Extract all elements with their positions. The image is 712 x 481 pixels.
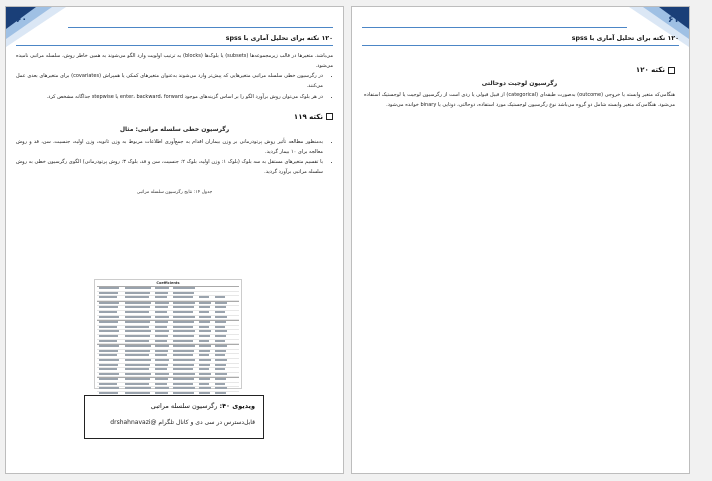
table-cell	[155, 383, 167, 385]
table-cell	[199, 330, 211, 332]
table-cell	[125, 340, 149, 342]
table-cell	[125, 392, 150, 394]
table-cell	[99, 302, 119, 304]
table-cell	[125, 311, 149, 313]
video-label: ویدیوی ۴۰:	[219, 402, 255, 410]
table-cell	[125, 359, 151, 361]
checkbox-square-icon	[326, 113, 333, 120]
page-number: ۶۱	[668, 15, 679, 25]
table-cell	[125, 378, 150, 380]
table-cell	[199, 368, 209, 370]
table-cell	[215, 316, 227, 318]
table-cell	[99, 321, 118, 323]
table-cell	[173, 378, 194, 380]
checkbox-square-icon	[668, 67, 675, 74]
table-cell	[99, 306, 118, 308]
table-cell	[173, 345, 195, 347]
table-cell	[215, 345, 227, 347]
table-cell	[215, 350, 226, 352]
table-cell	[125, 292, 150, 294]
table-cell	[199, 311, 209, 313]
table-cell	[215, 326, 225, 328]
table-cell	[99, 383, 117, 385]
header-underline	[16, 45, 333, 46]
table-cell	[215, 306, 226, 308]
section-subheading: رگرسیون خطی سلسله مراتبی: مثال	[119, 126, 230, 134]
table-caption: جدول ۱۴: نتایج رگرسیون سلسله مراتبی	[136, 189, 213, 195]
table-cell	[155, 330, 169, 332]
table-cell	[173, 316, 195, 318]
bullet-list-top	[16, 72, 333, 102]
table-cell	[215, 311, 225, 313]
table-cell	[155, 350, 168, 352]
table-cell	[173, 335, 194, 337]
table-cell	[173, 373, 195, 375]
table-cell	[215, 340, 225, 342]
table-cell	[199, 316, 211, 318]
page-body	[364, 52, 675, 112]
table-cell	[199, 306, 210, 308]
table-cell	[125, 296, 149, 298]
table-cell	[155, 345, 169, 347]
table-cell	[215, 387, 227, 389]
table-cell	[99, 387, 119, 389]
section-heading	[16, 113, 333, 123]
table-cell	[215, 378, 226, 380]
body-paragraph: هنگامی‌که متغیر وابسته یا خروجی (outcome) به‌صورت طبقه‌ای (categorical) از قبیل قبولی یا ردی است از رگرسیون لوجیت یا لوجستیک استفاده می‌شود. هنگامی‌که متغیر وابسته شامل دو گروه می‌باشد نوع رگرسیون لوجستیک مورد استفاده، دوحالتی، دوتایی یا binary خوانده می‌شود.	[364, 92, 675, 109]
intro-paragraph: می‌باشد. متغیرها در قالب زیرمجموعه‌ها (subsets) یا بلوک‌ها (blocks) به ترتیب اولویت وارد الگو می‌شوند به همین خاطر روش، سلسله مراتبی نامیده می‌شود.	[16, 53, 333, 69]
table-cell	[99, 392, 118, 394]
table-cell	[125, 368, 149, 370]
table-cell	[199, 302, 211, 304]
table-cell	[173, 296, 193, 298]
table-cell	[173, 387, 195, 389]
table-cell	[99, 368, 117, 370]
table-cell	[155, 296, 167, 298]
coefficients-table-image	[94, 279, 242, 389]
running-head: ۱۲۰ نکته برای تحلیل آماری با spss	[225, 35, 333, 42]
table-cell	[99, 292, 118, 294]
table-cell	[199, 340, 209, 342]
table-cell	[173, 340, 193, 342]
header-rule	[362, 27, 627, 28]
table-cell	[125, 326, 149, 328]
table-cell	[199, 392, 210, 394]
section-heading	[364, 66, 675, 76]
table-cell	[215, 392, 226, 394]
table-cell	[215, 330, 227, 332]
page-number: ۶۰	[16, 15, 27, 25]
table-cell	[99, 378, 118, 380]
table-cell	[173, 364, 194, 366]
table-cell	[215, 364, 226, 366]
table-cell	[173, 350, 194, 352]
table-cell	[99, 373, 119, 375]
table-cell	[125, 354, 149, 356]
table-cell	[199, 364, 210, 366]
list-item: • در رگرسیون خطی سلسله مراتبی متغیرهایی که پیش‌تر وارد می‌شوند به‌عنوان متغیرهای کمکی یا همپراش (covariates) برای متغیرهای بعدی عمل می‌کنند.	[16, 72, 323, 91]
table-cell	[155, 292, 168, 294]
table-cell	[215, 359, 227, 361]
table-cell	[125, 387, 151, 389]
table-cell	[215, 373, 227, 375]
table-cell	[215, 354, 225, 356]
table-cell	[125, 287, 151, 289]
table-cell	[173, 326, 193, 328]
table-cell	[215, 368, 225, 370]
bullet-list-bottom	[16, 138, 333, 178]
table-cell	[125, 316, 151, 318]
table-cell	[215, 335, 226, 337]
table-cell	[125, 345, 151, 347]
table-cell	[199, 350, 210, 352]
table-cell	[173, 292, 194, 294]
table-cell	[173, 306, 194, 308]
section-heading-label: نکته ۱۲۰	[635, 66, 665, 74]
table-cell	[125, 383, 149, 385]
table-cell	[199, 383, 209, 385]
table-cell	[215, 383, 225, 385]
table-cell	[99, 345, 119, 347]
table-cell	[173, 359, 195, 361]
header-rule	[68, 27, 333, 28]
video-box	[84, 395, 264, 439]
table-cell	[199, 387, 211, 389]
table-cell	[155, 340, 167, 342]
table-cell	[99, 326, 117, 328]
table-cell	[99, 335, 118, 337]
table-cell	[173, 302, 195, 304]
table-cell	[199, 345, 211, 347]
running-head: ۱۲۰ نکته برای تحلیل آماری با spss	[571, 35, 679, 42]
list-item: • با تقسیم متغیرهای مستقل به سه بلوک (بلوک ۱: وزن اولیه، بلوک ۲: جنسیت، سن و قد، بلوک ۳: روش پرتودرمانی) الگوی رگرسیون خطی به روش سلسله مراتبی برآورد گردید.	[16, 158, 323, 177]
table-cell	[125, 335, 150, 337]
table-grid	[97, 286, 239, 401]
table-cell	[155, 387, 169, 389]
page-61	[351, 6, 690, 474]
table-cell	[155, 287, 169, 289]
table-cell	[125, 373, 151, 375]
table-cell	[155, 321, 168, 323]
table-cell	[199, 326, 209, 328]
table-cell	[99, 354, 117, 356]
table-cell	[215, 302, 227, 304]
table-cell	[155, 392, 168, 394]
table-cell	[155, 364, 168, 366]
video-title	[93, 402, 255, 410]
table-cell	[125, 321, 150, 323]
table-cell	[155, 316, 169, 318]
table-cell	[199, 373, 211, 375]
table-cell	[99, 311, 117, 313]
table-cell	[173, 383, 193, 385]
page-60	[5, 6, 344, 474]
table-cell	[125, 350, 150, 352]
table-cell	[155, 302, 169, 304]
table-cell	[199, 378, 210, 380]
table-cell	[199, 321, 210, 323]
table-cell	[199, 359, 211, 361]
table-cell	[125, 330, 151, 332]
table-cell	[173, 287, 195, 289]
table-cell	[155, 326, 167, 328]
table-cell	[155, 359, 169, 361]
table-cell	[173, 392, 194, 394]
table-cell	[99, 364, 118, 366]
table-cell	[125, 302, 151, 304]
section-subheading: رگرسیون لوجیت دوحالتی	[481, 79, 558, 87]
table-cell	[125, 306, 150, 308]
header-underline	[362, 45, 679, 46]
table-cell	[155, 335, 168, 337]
table-cell	[155, 378, 168, 380]
page-body	[16, 52, 333, 205]
table-cell	[99, 287, 119, 289]
table-cell	[199, 354, 209, 356]
table-cell	[199, 335, 210, 337]
table-cell	[155, 306, 168, 308]
table-cell	[155, 373, 169, 375]
list-item: • در هر بلوک می‌توان روش برآورد الگو را بر اساس گزینه‌های موجود enter، backward، forward یا stepwise جداگانه مشخص کرد.	[16, 93, 323, 103]
table-cell	[199, 296, 209, 298]
list-item: • به‌منظور مطالعه تأثیر روش پرتودرمانی بر وزن بیماران اقدام به جمع‌آوری اطلاعات مربوط به وزن ثانویه، وزن اولیه، جنسیت، سن، قد و روش معالجه برای ۱۰ بیمار گردید.	[16, 138, 323, 157]
section-heading-label: نکته ۱۱۹	[293, 112, 323, 121]
table-cell	[99, 296, 117, 298]
table-cell	[99, 316, 119, 318]
table-cell	[173, 368, 193, 370]
table-cell	[99, 340, 117, 342]
table-cell	[215, 321, 226, 323]
video-availability: قابل‌دسترس در سی دی و کانال تلگرام @drshahnavazi	[110, 419, 255, 426]
video-title-text: رگرسیون سلسله مراتبی	[150, 402, 218, 410]
table-cell	[173, 311, 193, 313]
table-cell	[155, 354, 167, 356]
table-cell	[99, 359, 119, 361]
table-cell	[173, 354, 193, 356]
table-cell	[173, 330, 195, 332]
table-cell	[99, 350, 118, 352]
table-title: Coefficients	[156, 281, 180, 285]
table-cell	[155, 368, 167, 370]
table-cell	[173, 321, 194, 323]
table-cell	[99, 330, 119, 332]
table-cell	[125, 364, 150, 366]
table-cell	[155, 311, 167, 313]
page-corner-decoration	[6, 7, 66, 47]
table-cell	[215, 296, 225, 298]
